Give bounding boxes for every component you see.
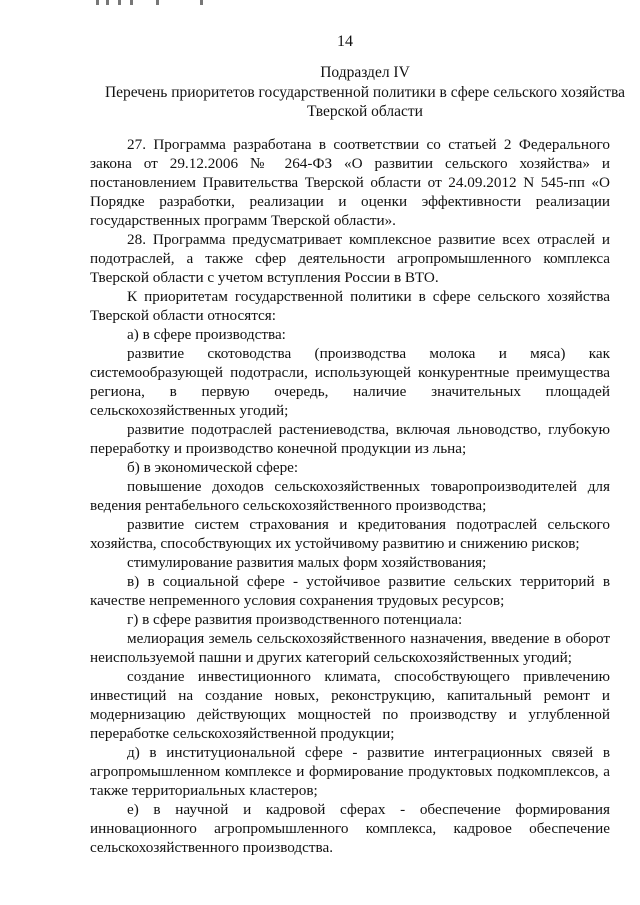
page-number: 14 [337, 33, 353, 50]
document-body [90, 135, 610, 857]
list-item-text: развитие подотраслей растениеводства, включая льноводство, глубокую переработку и производство конечной продукции из льна; [90, 421, 610, 457]
list-item-text: мелиорация земель сельскохозяйственного назначения, введение в оборот неиспользуемой пашни и других категорий сельскохозяйственных угодий; [90, 630, 610, 666]
list-item-text: развитие систем страхования и кредитования подотраслей сельского хозяйства, способствующих их устойчивому развитию и снижению рисков; [90, 516, 610, 552]
list-item-g: г) в сфере развития производственного потенциала: [127, 611, 463, 628]
list-item-v: в) в социальной сфере - устойчивое развитие сельских территорий в качестве непременного условия сохранения трудовых ресурсов; [90, 573, 610, 609]
scan-edge-marks [96, 0, 216, 6]
list-item-e: е) в научной и кадровой сферах - обеспечение формирования инновационного агропромышленного комплекса, кадровое обеспечение сельскохозяйственного производства. [90, 801, 610, 856]
paragraph-28: 28. Программа предусматривает комплексное развитие всех отраслей и подотраслей, а также сфер деятельности агропромышленного комплекса Тверской области с учетом вступления России в ВТО. [90, 231, 610, 286]
subsection-heading: Подраздел IV [320, 64, 410, 81]
list-item-a: а) в сфере производства: [127, 326, 286, 343]
list-item-text: повышение доходов сельскохозяйственных товаропроизводителей для ведения рентабельного сельскохозяйственного производства; [90, 478, 610, 514]
list-item-text: развитие скотоводства (производства молока и мяса) как системообразующей подотрасли, использующей конкурентные преимущества региона, в первую очередь, наличие значительных площадей сельскохозяйственных угодий; [90, 345, 610, 419]
list-item-b: б) в экономической сфере: [127, 459, 299, 476]
list-item-text: создание инвестиционного климата, способствующего привлечению инвестиций на создание новых, реконструкцию, капитальный ремонт и модернизацию действующих мощностей по производству и углубленной переработке сельскохозяйственной продукции; [90, 668, 610, 742]
paragraph-27: 27. Программа разработана в соответствии со статьей 2 Федерального закона от 29.12.2006 № 264-ФЗ «О развитии сельского хозяйства» и постановлением Правительства Тверской области от 24.09.2012 N 545-пп «О Порядке разработки, реализации и оценки эффективности реализации государственных программ Тверской области». [90, 136, 610, 229]
list-item-d: д) в институциональной сфере - развитие интеграционных связей в агропромышленном комплексе и формирование продуктовых подкомплексов, а также территориальных кластеров; [90, 744, 610, 799]
priorities-intro: К приоритетам государственной политики в сфере сельского хозяйства Тверской области относятся: [90, 288, 610, 324]
section-title: Перечень приоритетов государственной политики в сфере сельского хозяйства Тверской области [104, 84, 626, 120]
list-item-text: стимулирование развития малых форм хозяйствования; [127, 554, 487, 571]
